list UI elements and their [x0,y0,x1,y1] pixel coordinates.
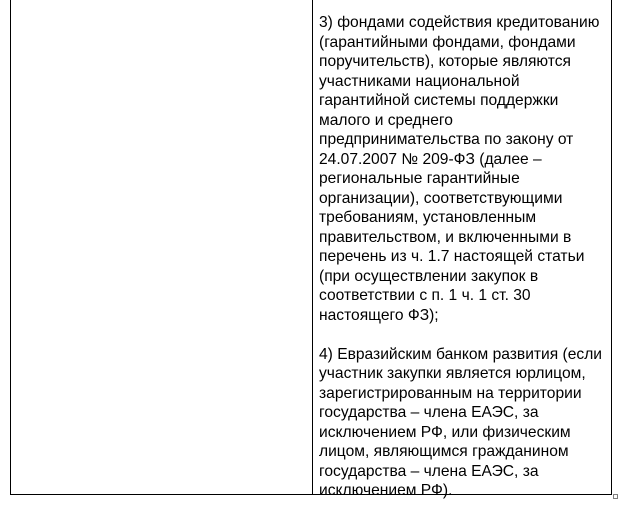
table-cell-left [11,0,312,494]
paragraph-item-3: 3) фондами содействия кредитованию (гарантийными фондами, фондами поручительств), которые являются участниками национальной гарантийной системы поддержки малого и среднего предпринимательства по закону от 24.07.2007 № 209-ФЗ (далее – региональные гарантийные организации), соответствующими требованиям, установленным правительством, и включенными в перечень из ч. 1.7 настоящей статьи (при осуществлении закупок в соответствии с п. 1 ч. 1 ст. 30 настоящего ФЗ); [319,14,600,324]
paragraph-item-4: 4) Евразийским банком развития (если участник закупки является юрлицом, зарегистрированным на территории государства – члена ЕАЭС, за исключением РФ, или физическим лицом, являющимся гражданином государства – члена ЕАЭС, за исключением РФ). [319,345,603,499]
document-table [10,0,612,499]
table-end-marker-icon [613,494,618,499]
table-cell-right [313,0,611,499]
